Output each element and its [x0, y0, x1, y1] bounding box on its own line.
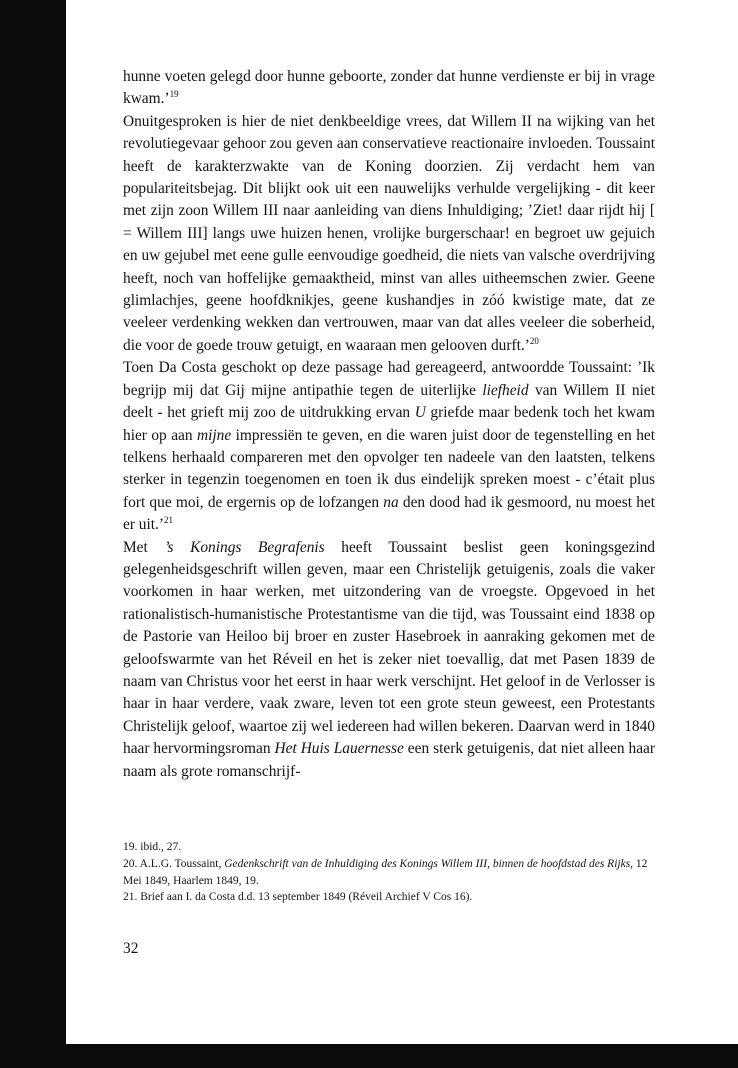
main-text: [123, 66, 655, 783]
text-run: 21. Brief aan I. da Costa d.d. 13 september 1849 (Réveil Archief V Cos 16).: [123, 891, 473, 904]
scan-border-bottom: [66, 1044, 738, 1068]
text-run: Toen Da Costa geschokt op deze passage had gereageerd, antwoordde Toussaint: ’Ik begrijp mij dat Gij mijne antipathie tegen de uiterlijke: [123, 359, 655, 399]
page-body: [123, 66, 655, 783]
text-run: 19. ibid., 27.: [123, 841, 182, 853]
italic-text: na: [383, 493, 399, 511]
text-run: Met: [123, 538, 165, 556]
text-run: hunne voeten gelegd door hunne geboorte, zonder dat hunne verdienste er bij in vrage kwam.’: [123, 68, 655, 108]
italic-text: Het Huis Lauernesse: [274, 740, 404, 758]
footnote-reference: 19: [169, 89, 179, 100]
scan-border-left: [0, 0, 66, 1068]
italic-text: Gedenkschrift van de Inhuldiging des Konings Willem III, binnen de hoofdstad des Rijks,: [224, 857, 634, 870]
text-run: een sterk getuigenis, dat niet alleen haar naam als grote romanschrijf-: [123, 740, 656, 780]
text-run: impressiën te geven, en die waren juist door de tegenstelling en het telkens herhaald compareren met den opvolger ten nadeele van den laatsten, telkens sterker in tegenzin toegenomen en toen ik dus eindelijk spreken moest - c’était plus fort que moi, de ergernis op de lofzangen: [123, 426, 655, 511]
text-run: heeft Toussaint beslist geen koningsgezind gelegenheidsgeschrift willen geven, maar een Christelijk getuigenis, zoals die vaker voorkomen in haar werken, met uitzondering van de vroegste. Opgevoed in het rationalistisch-humanistische Protestantisme van die tijd, was Toussaint eind 1838 op de Pastorie van Heiloo bij broer en zuster Hasebroek in aanraking gekomen met de geloofswarmte van het Réveil en het is zeker niet toevallig, dat met Pasen 1839 de naam van Christus voor het eerst in haar werk verschijnt. Het geloof in de Verlosser is haar in haar verdere, vaak zware, leven tot een grote steun geweest, een Protestants Christelijk geloof, waartoe zij wel iedereen had willen bekeren. Daarvan werd in 1840 haar hervormingsroman: [123, 538, 655, 758]
footnote: [123, 839, 663, 856]
italic-text: U: [414, 404, 426, 422]
italic-text: ’s Konings Begrafenis: [164, 538, 325, 556]
footnotes: [123, 839, 663, 906]
footnote: [123, 856, 663, 890]
text-run: 20. A.L.G. Toussaint,: [123, 857, 225, 870]
text-run: Onuitgesproken is hier de niet denkbeeldige vrees, dat Willem II na wijking van het revolutiegevaar gehoor zou geven aan conservatieve reactionaire invloeden. Toussaint heeft de karakterzwakte van de Koning doorzien. Zij verdacht hem van populariteitsbejag. Dit blijkt ook uit een nauwelijks verhulde vergelijking - dit keer met zijn zoon Willem III naar aanleiding van diens Inhuldiging; ’Ziet! daar rijdt hij [ = Willem III] langs uwe huizen henen, vrolijke burgerschaar! en begroet uw gejuich en uw gejubel met eene gulle eenvoudige goedheid, die niets van valsche overdrijving heeft, noch van hoffelijke gemaaktheid, minst van alles uitheemschen zwier. Geene glimlachjes, geene hoofdknikjes, geene kushandjes in zóó kwistige mate, dat ze veeleer verdenking wekken dan vertrouwen, maar van dat alles veeleer die soberheid, die voor de goede trouw getuigt, en waaraan men gelooven durft.’: [123, 112, 655, 354]
footnote-reference: 20: [529, 335, 539, 346]
text-run: 12 Mei 1849, Haarlem 1849, 19.: [123, 857, 648, 887]
footnote: [123, 889, 663, 906]
footnote-reference: 21: [164, 515, 174, 525]
text-run: van Willem II niet deelt - het grieft mij zoo de uitdrukking ervan: [123, 381, 655, 422]
paragraph: [123, 111, 655, 357]
page-number: 32: [123, 940, 139, 957]
paragraph: [123, 537, 655, 783]
paragraph: [123, 357, 655, 536]
italic-text: liefheid: [482, 381, 529, 399]
paragraph: [123, 66, 655, 111]
italic-text: mijne: [197, 426, 232, 444]
text-run: griefde maar bedenk toch het kwam hier op aan: [123, 404, 655, 444]
text-run: den dood had ik gesmoord, nu moest het er uit.’: [123, 493, 655, 534]
